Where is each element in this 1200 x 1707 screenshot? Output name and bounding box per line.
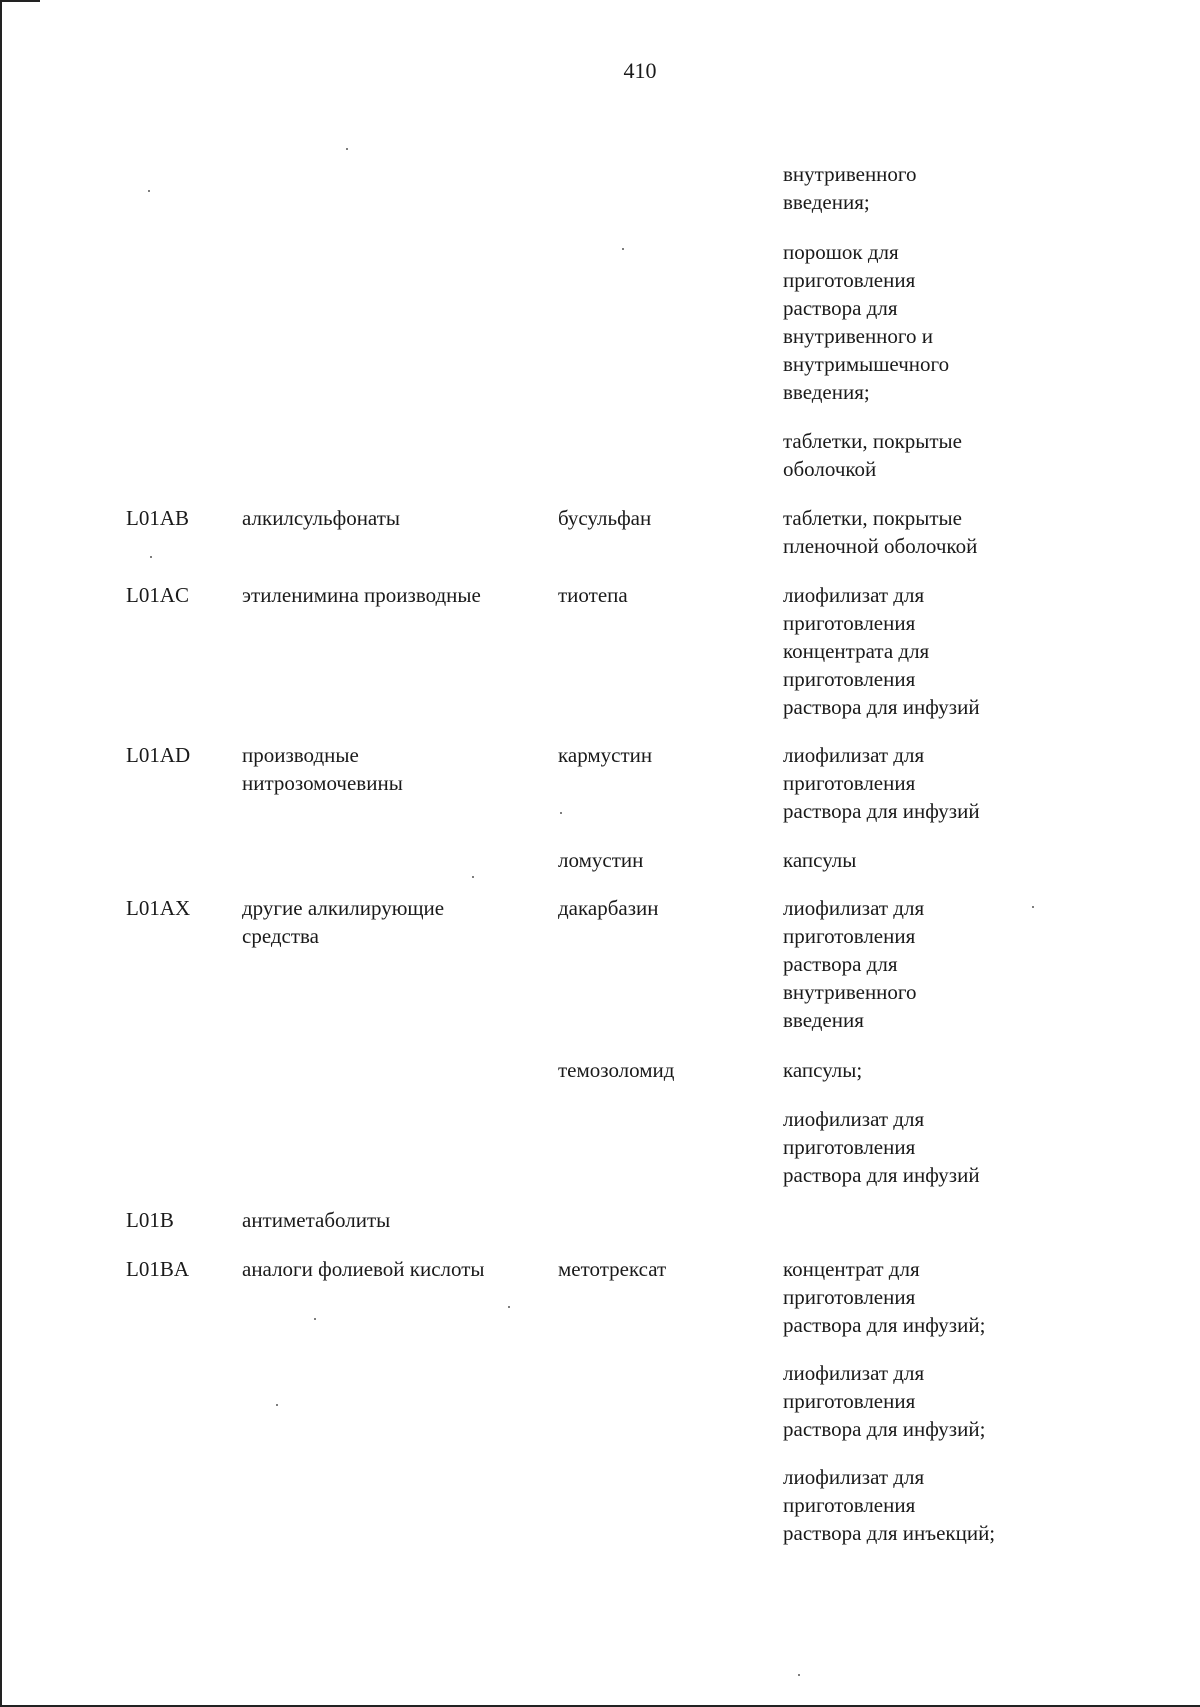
dosage-form: капсулы — [783, 848, 857, 872]
dosage-form: лиофилизат для приготовления концентрата для приготовления раствора для инфузий — [783, 583, 980, 719]
anatomical-therapeutic-group: аналоги фолиевой кислоты — [242, 1257, 485, 1281]
scan-speck — [798, 1674, 800, 1676]
dosage-form: лиофилизат для приготовления раствора для инфузий — [783, 743, 980, 823]
scan-speck — [148, 190, 150, 192]
dosage-form: капсулы; — [783, 1058, 863, 1082]
scan-speck — [346, 148, 348, 150]
dosage-form: лиофилизат для приготовления раствора для инъекций; — [783, 1465, 996, 1545]
dosage-form: порошок для приготовления раствора для внутривенного и внутримышечного введения; — [783, 240, 950, 404]
dosage-form: внутривенного введения; — [783, 162, 917, 214]
atc-code: L01AX — [126, 896, 191, 920]
atc-code: L01BA — [126, 1257, 189, 1281]
dosage-form: лиофилизат для приготовления раствора для инфузий — [783, 1107, 980, 1187]
scan-edge-left — [0, 0, 2, 1707]
scan-speck — [150, 556, 152, 558]
dosage-form: концентрат для приготовления раствора для инфузий; — [783, 1257, 986, 1337]
drug-name: кармустин — [558, 743, 653, 767]
dosage-form: таблетки, покрытые пленочной оболочкой — [783, 506, 978, 558]
atc-code: L01AC — [126, 583, 189, 607]
dosage-form: лиофилизат для приготовления раствора для инфузий; — [783, 1361, 986, 1441]
drug-name: бусульфан — [558, 506, 652, 530]
scan-speck — [276, 1404, 278, 1406]
drug-name: дакарбазин — [558, 896, 659, 920]
scan-edge-top — [0, 0, 40, 2]
atc-code: L01AB — [126, 506, 189, 530]
page-number: 410 — [623, 58, 657, 83]
drug-name: метотрексат — [558, 1257, 667, 1281]
atc-code: L01B — [126, 1208, 174, 1232]
anatomical-therapeutic-group: другие алкилирующие средства — [242, 896, 445, 948]
drug-name: ломустин — [558, 848, 644, 872]
dosage-form: таблетки, покрытые оболочкой — [783, 429, 962, 481]
anatomical-therapeutic-group: производные нитрозомочевины — [242, 743, 403, 795]
scan-speck — [472, 876, 474, 878]
scan-speck — [314, 1318, 316, 1320]
anatomical-therapeutic-group: алкилсульфонаты — [242, 506, 400, 530]
scan-speck — [508, 1306, 510, 1308]
atc-code: L01AD — [126, 743, 191, 767]
drug-name: темозоломид — [558, 1058, 675, 1082]
anatomical-therapeutic-group: антиметаболиты — [242, 1208, 391, 1232]
drug-name: тиотепа — [558, 583, 628, 607]
scan-speck — [560, 812, 562, 814]
scan-speck — [622, 248, 624, 250]
dosage-form: лиофилизат для приготовления раствора для внутривенного введения — [783, 896, 925, 1032]
anatomical-therapeutic-group: этиленимина производные — [242, 583, 481, 607]
